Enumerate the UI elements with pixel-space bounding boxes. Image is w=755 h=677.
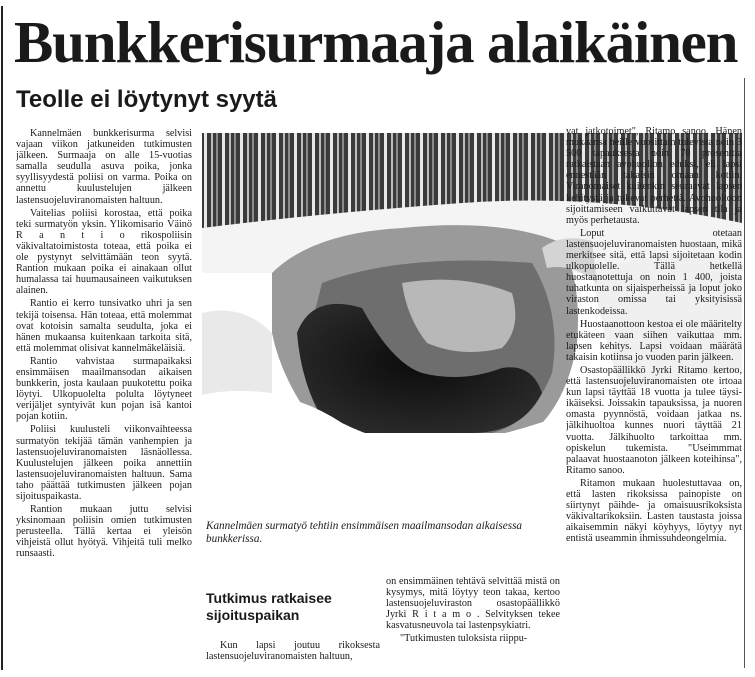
paragraph: Kun lapsi joutuu rikoksesta lastensuojeluviranomaisten haltuun, [206, 640, 380, 663]
body-column-1 [16, 128, 192, 668]
paragraph: Osastopäällikkö Jyrki Ritamo kertoo, että lastensuojeluviranomaisten ote irtoaa kun lapsi täyttää 18 vuotta ja tulee täysi-ikäiseksi. Joissakin tapauksissa, ja nuoren omasta pyynnöstä, voidaan jatkaa ns. jälkihuoltoa kunnes nuori täyttää 21 vuotta. Jälkihuolto tarkoittaa mm. opiskelun tukemista. "Useimmmat palaavat huostaanoton jälkeen koteihinsa", Ritamo sanoo. [566, 364, 742, 476]
paragraph: Rantio ei kerro tunsivatko uhri ja sen tekijä toisensa. Hän toteaa, että molemmat ovat kotoisin samalta seudulta, joka ei hänen mukaansa kuitenkaan tarkoita sitä, että molemmat olisivat kannelmäkeläisiä. [16, 298, 192, 354]
column-rule [744, 78, 745, 668]
photo-caption: Kannelmäen surmatyö tehtiin ensimmäisen maailmansodan aikaisessa bunkkerissa. [206, 520, 523, 545]
section-heading: Tutkimus ratkaisee sijoituspaikan [206, 590, 332, 623]
paragraph: Rantion mukaan juttu selvisi yksinomaan poliisin omien tutkimusten perusteella. Tällä kertaa ei yleisön vihjeistä ollut hyötyä. Vihjeitä tuli melko runsaasti. [16, 504, 192, 560]
paragraph: Huostaanottoon kestoa ei ole määritelty etukäteen vaan siihen vaikuttaa mm. lapsen kehitys. Lapsi voidaan määrätä takaisin kotiinsa jo vuoden parin jälkeen. [566, 318, 742, 363]
paragraph: Loput otetaan lastensuojeluviranomaisten huostaan, mikä merkitsee sitä, että lapsi sijoitetaan kodin ulkopuolelle. Tällä hetkellä huostaanotettuja on noin 1 400, joista tuhatkunta on sijaisperheissä ja loput joko viraston omissa tai yksityisissä lastenkodeissa. [566, 227, 742, 317]
paragraph: vat jatkotoimet", Ritamo sanoo. Hänen mukaansa heille vuosittain tulevista noin 3 500 tapauksesta noin 70 prosenttia ratkaistaan avohuollon eduksi, eli lapsi ennestään takaisin omaan kotiin. Viranomaiset kuitenkin seuraavat lapsen kehitystä ja tukevat perhettä. Avohuoltoon sijoittamiseen vaikuttavat lapsen tila ja myös perhetausta. [566, 126, 742, 226]
paragraph: Ritamon mukaan huolestuttavaa on, että lasten rikoksissa painopiste on siirtynyt päihde- ja omaisuusrikoksista väkivaltarikoksiin. Lasten taustasta joissa aikaisemmin näkyi köyhyys, löytyy nyt entistä useammin ihmissuhdeongelmia. [566, 477, 742, 545]
body-column-4 [566, 126, 742, 670]
subheadline: Teolle ei löytynyt syytä [16, 86, 277, 113]
paragraph: on ensimmäinen tehtävä selvittää mistä on kysymys, mitä löytyy teon takaa, kertoo lastensuojeluviraston osastopäällikkö Jyrki R i t a m o . Selvityksen tekee kasvatusneuvola tai lastenpsykiatri. [386, 576, 560, 632]
paragraph: Rantio vahvistaa surmapaikaksi ensimmäisen maailmansodan aikaisen bunkkerin, josta kaulaan puukotettu poika löytyi. Ulkopuolelta polulta löytyneet verijäljet syntyivät kun pojan isä kantoi pojan kotiin. [16, 355, 192, 423]
paragraph: Poliisi kuulusteli viikonvaihteessa surmatyön tekijää tämän vanhempien ja lastensuojeluviranomaisten läsnäollessa. Kuulustelujen jälkeen poika annettiin lastensuojeluviranomaisten haltuun. Sama taho päättää tutkimusten jälkeen pojan sijoituspaikasta. [16, 424, 192, 502]
paragraph: Kannelmäen bunkkerisurma selvisi vajaan viikon jatkuneiden tutkimusten jälkeen. Surmaaja on alle 15-vuotias samalla seudulla asuva poika, jonka syyllisyydestä poliisi on varma. Poika on annettu kuulustelujen jälkeen lastensuojeluviranomaisten haltuun. [16, 128, 192, 206]
paragraph: Vaitelias poliisi korostaa, että poika teki surmatyön yksin. Ylikomisario Väinö R a n t i o rikospoliisin väkivaltatoimistosta toteaa, että poika ei ole pystynyt selvittämään teon syytä. Rantion mukaan poika ei ainakaan ollut humalassa tai huumausaineen vaikutuksen alainen. [16, 207, 192, 297]
headline: Bunkkerisurmaaja alaikäinen [14, 9, 738, 75]
body-column-3 [386, 576, 560, 670]
body-column-2 [206, 640, 380, 670]
page-edge-rule [1, 6, 3, 670]
paragraph: "Tutkimusten tuloksista riippu- [400, 633, 528, 645]
